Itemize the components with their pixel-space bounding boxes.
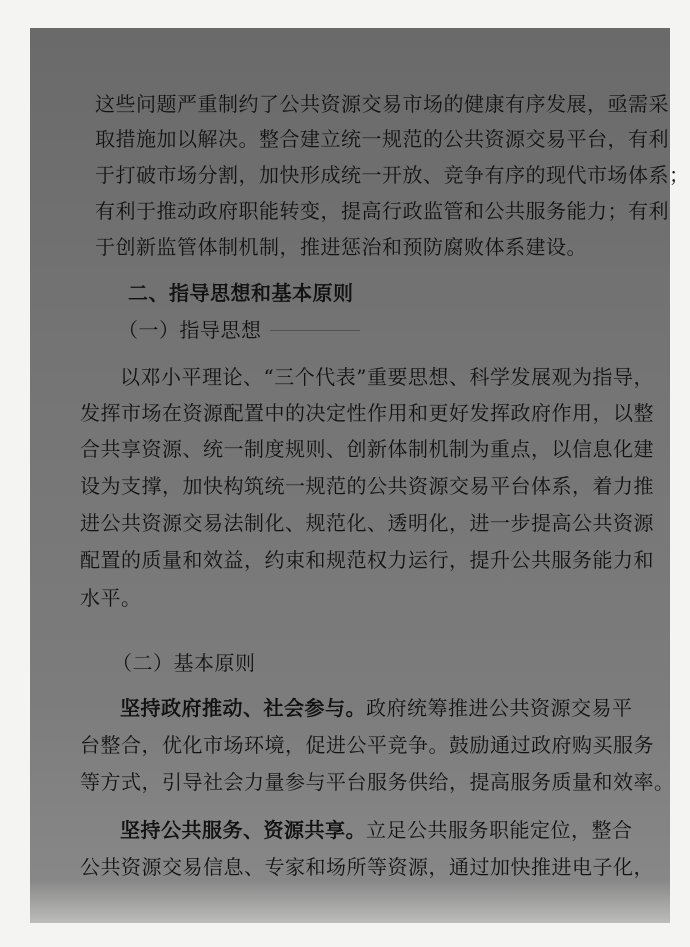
paragraph-line: 配置的质量和效益，约束和规范权力运行，提升公共服务能力和 (80, 548, 654, 572)
principle-title: 坚持公共服务、资源共享。 (120, 818, 366, 842)
paragraph-line: 进公共资源交易法制化、规范化、透明化，进一步提高公共资源 (80, 511, 654, 535)
paragraph-line: 合共享资源、统一制度规则、创新体制机制为重点，以信息化建 (80, 437, 654, 461)
paragraph-line: 这些问题严重制约了公共资源交易市场的健康有序发展，亟需采 (95, 92, 669, 116)
paragraph-line: 公共资源交易信息、专家和场所等资源，通过加快推进电子化， (80, 855, 654, 879)
paragraph-line: 于打破市场分割，加快形成统一开放、竞争有序的现代市场体系； (95, 163, 690, 187)
paragraph-line: 水平。 (80, 586, 142, 610)
scan-mark (270, 330, 360, 331)
paragraph-line: 取措施加以解决。整合建立统一规范的公共资源交易平台，有利 (95, 127, 669, 151)
principle-line (120, 818, 633, 842)
paragraph-line: 于创新监管体制机制，推进惩治和预防腐败体系建设。 (95, 235, 587, 259)
paragraph-line: 以邓小平理论、“三个代表”重要思想、科学发展观为指导， (120, 365, 654, 389)
principle-text: 立足公共服务职能定位，整合 (366, 818, 633, 842)
paragraph-line: 有利于推动政府职能转变，提高行政监管和公共服务能力；有利 (95, 199, 669, 223)
subsection-heading: （二）基本原则 (112, 651, 256, 675)
paragraph-line: 发挥市场在资源配置中的决定性作用和更好发挥政府作用，以整 (80, 401, 654, 425)
principle-title: 坚持政府推动、社会参与。 (120, 696, 366, 720)
paragraph-line: 等方式，引导社会力量参与平台服务供给，提高服务质量和效率。 (80, 770, 675, 794)
principle-line (120, 696, 633, 720)
subsection-heading: （一）指导思想 (118, 318, 262, 342)
principle-text: 政府统筹推进公共资源交易平 (366, 696, 633, 720)
paragraph-line: 设为支撑，加快构筑统一规范的公共资源交易平台体系，着力推 (80, 474, 654, 498)
section-heading: 二、指导思想和基本原则 (128, 281, 354, 305)
paragraph-line: 台整合，优化市场环境，促进公平竞争。鼓励通过政府购买服务 (80, 733, 654, 757)
